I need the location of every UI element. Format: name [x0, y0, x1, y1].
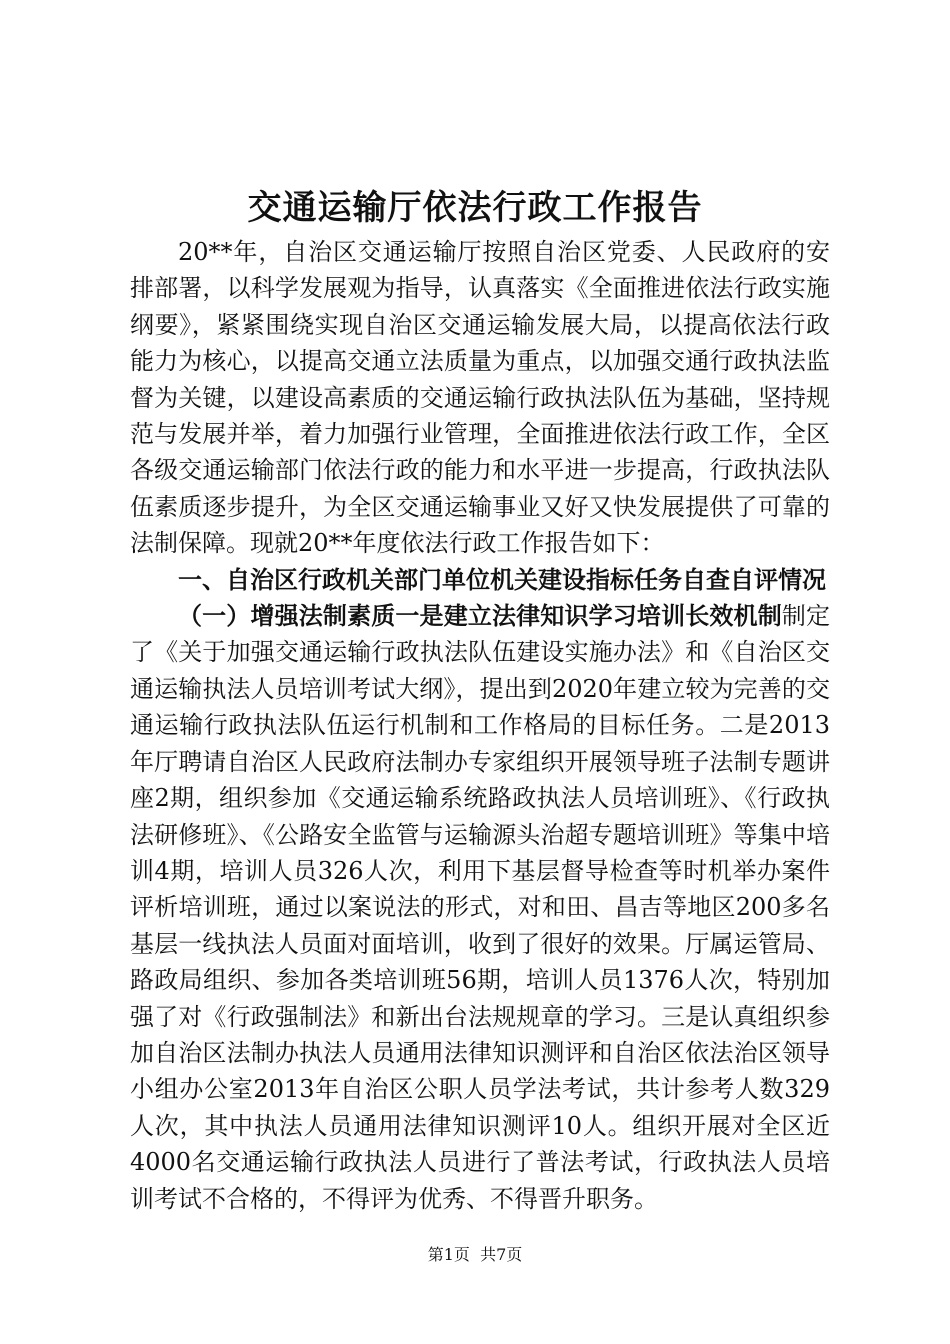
page-number: 第1页 共7页: [427, 1245, 523, 1264]
subsection-body: 制定了《关于加强交通运输行政执法队伍建设实施办法》和《自治区交通运输执法人员培训考试大纲》，提出到2020年建立较为完善的交通运输行政执法队伍运行机制和工作格局的目标任务。二是2013年厅聘请自治区人民政府法制办专家组织开展领导班子法制专题讲座2期，组织参加《交通运输系统路政执法人员培训班》、《行政执法研修班》、《公路安全监管与运输源头治超专题培训班》等集中培训4期，培训人员326人次，利用下基层督导检查等时机举办案件评析培训班，通过以案说法的形式，对和田、昌吉等地区200多名基层一线执法人员面对面培训，收到了很好的效果。厅属运管局、路政局组织、参加各类培训班56期，培训人员1376人次，特别加强了对《行政强制法》和新出台法规规章的学习。三是认真组织参加自治区法制办执法人员通用法律知识测评和自治区依法治区领导小组办公室2013年自治区公职人员学法考试，共计参考人数329人次，其中执法人员通用法律知识测评10人。组织开展对全区近4000名交通运输行政执法人员进行了普法考试，行政执法人员培训考试不合格的，不得评为优秀、不得晋升职务。: [130, 602, 831, 1213]
intro-paragraph: 20**年，自治区交通运输厅按照自治区党委、人民政府的安排部署，以科学发展观为指导，认真落实《全面推进依法行政实施纲要》，紧紧围绕实现自治区交通运输发展大局，以提高依法行政能力为核心，以提高交通立法质量为重点，以加强交通行政执法监督为关键，以建设高素质的交通运输行政执法队伍为基础，坚持规范与发展并举，着力加强行业管理，全面推进依法行政工作，全区各级交通运输部门依法行政的能力和水平进一步提高，行政执法队伍素质逐步提升，为全区交通运输事业又好又快发展提供了可靠的法制保障。现就20**年度依法行政工作报告如下：: [130, 238, 830, 558]
subsection-heading: （一）增强法制素质一是建立法律知识学习培训长效机制: [178, 602, 782, 631]
subsection-paragraph: [130, 598, 830, 1217]
section-heading: 一、自治区行政机关部门单位机关建设指标任务自查自评情况: [178, 565, 826, 594]
document-title: 交通运输厅依法行政工作报告: [247, 188, 703, 228]
page-footer: [0, 1244, 950, 1266]
document-body: [130, 234, 830, 1217]
